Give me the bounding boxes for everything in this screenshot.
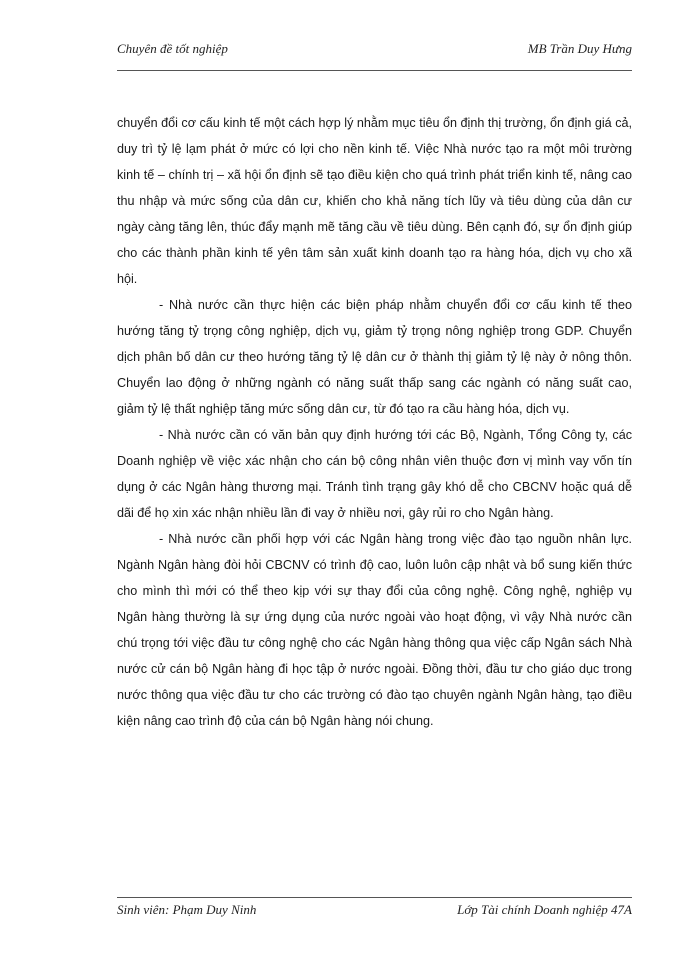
footer-class: Lớp Tài chính Doanh nghiệp 47A <box>457 902 632 917</box>
footer-student: Sinh viên: Phạm Duy Ninh <box>117 902 257 917</box>
page-footer <box>117 902 632 918</box>
header-rule <box>117 70 632 71</box>
page-header <box>117 41 632 57</box>
header-subject: MB Trần Duy Hưng <box>527 41 632 56</box>
paragraph-4: - Nhà nước cần phối hợp với các Ngân hàng trong việc đào tạo nguồn nhân lực. Ngành Ngân hàng đòi hỏi CBCNV có trình độ cao, luôn luôn cập nhật và bổ sung kiến thức cho mình thì mới có thể theo kịp với sự thay đổi của công nghệ. Công nghệ, nghiệp vụ Ngân hàng thường là sự ứng dụng của nước ngoài vào hoạt động, vì vậy Nhà nước cần chú trọng tới việc đầu tư công nghệ cho các Ngân hàng thông qua việc cấp Ngân sách Nhà nước cử cán bộ Ngân hàng đi học tập ở nước ngoài. Đồng thời, đầu tư cho giáo dục trong nước thông qua việc đầu tư cho các trường có đào tạo chuyên ngành Ngân hàng, tạo điều kiện nâng cao trình độ của cán bộ Ngân hàng nói chung. <box>117 532 632 728</box>
paragraph-1: chuyển đổi cơ cấu kinh tế một cách hợp lý nhằm mục tiêu ổn định thị trường, ổn định giá cả, duy trì tỷ lệ lạm phát ở mức có lợi cho nền kinh tế. Việc Nhà nước tạo ra một môi trường kinh tế – chính trị – xã hội ổn định sẽ tạo điều kiện cho quá trình phát triển kinh tế, nâng cao thu nhập và mức sống của dân cư, khiến cho khả năng tích lũy và tiêu dùng của dân cư ngày càng tăng lên, thúc đẩy mạnh mẽ tăng cầu về tiêu dùng. Bên cạnh đó, sự ổn định giúp cho các thành phần kinh tế yên tâm sản xuất kinh doanh tạo ra hàng hóa, dịch vụ cho xã hội. <box>117 116 632 286</box>
paragraph-2: - Nhà nước cần thực hiện các biện pháp nhằm chuyển đổi cơ cấu kinh tế theo hướng tăng tỷ trọng công nghiệp, dịch vụ, giảm tỷ trọng nông nghiệp trong GDP. Chuyển dịch phân bố dân cư theo hướng tăng tỷ lệ dân cư ở thành thị giảm tỷ lệ này ở nông thôn. Chuyển lao động ở những ngành có năng suất thấp sang các ngành có năng suất cao, giảm tỷ lệ thất nghiệp tăng mức sống dân cư, từ đó tạo ra cầu hàng hóa, dịch vụ. <box>117 298 632 416</box>
page-body <box>117 110 632 734</box>
footer-rule <box>117 897 632 898</box>
header-document-type: Chuyên đề tốt nghiệp <box>117 41 228 56</box>
paragraph-3: - Nhà nước cần có văn bản quy định hướng tới các Bộ, Ngành, Tổng Công ty, các Doanh nghiệp về việc xác nhận cho cán bộ công nhân viên thuộc đơn vị mình vay vốn tín dụng ở các Ngân hàng thương mại. Tránh tình trạng gây khó dễ cho CBCNV hoặc quá dễ dãi để họ xin xác nhận nhiều lần đi vay ở nhiều nơi, gây rủi ro cho Ngân hàng. <box>117 428 632 520</box>
